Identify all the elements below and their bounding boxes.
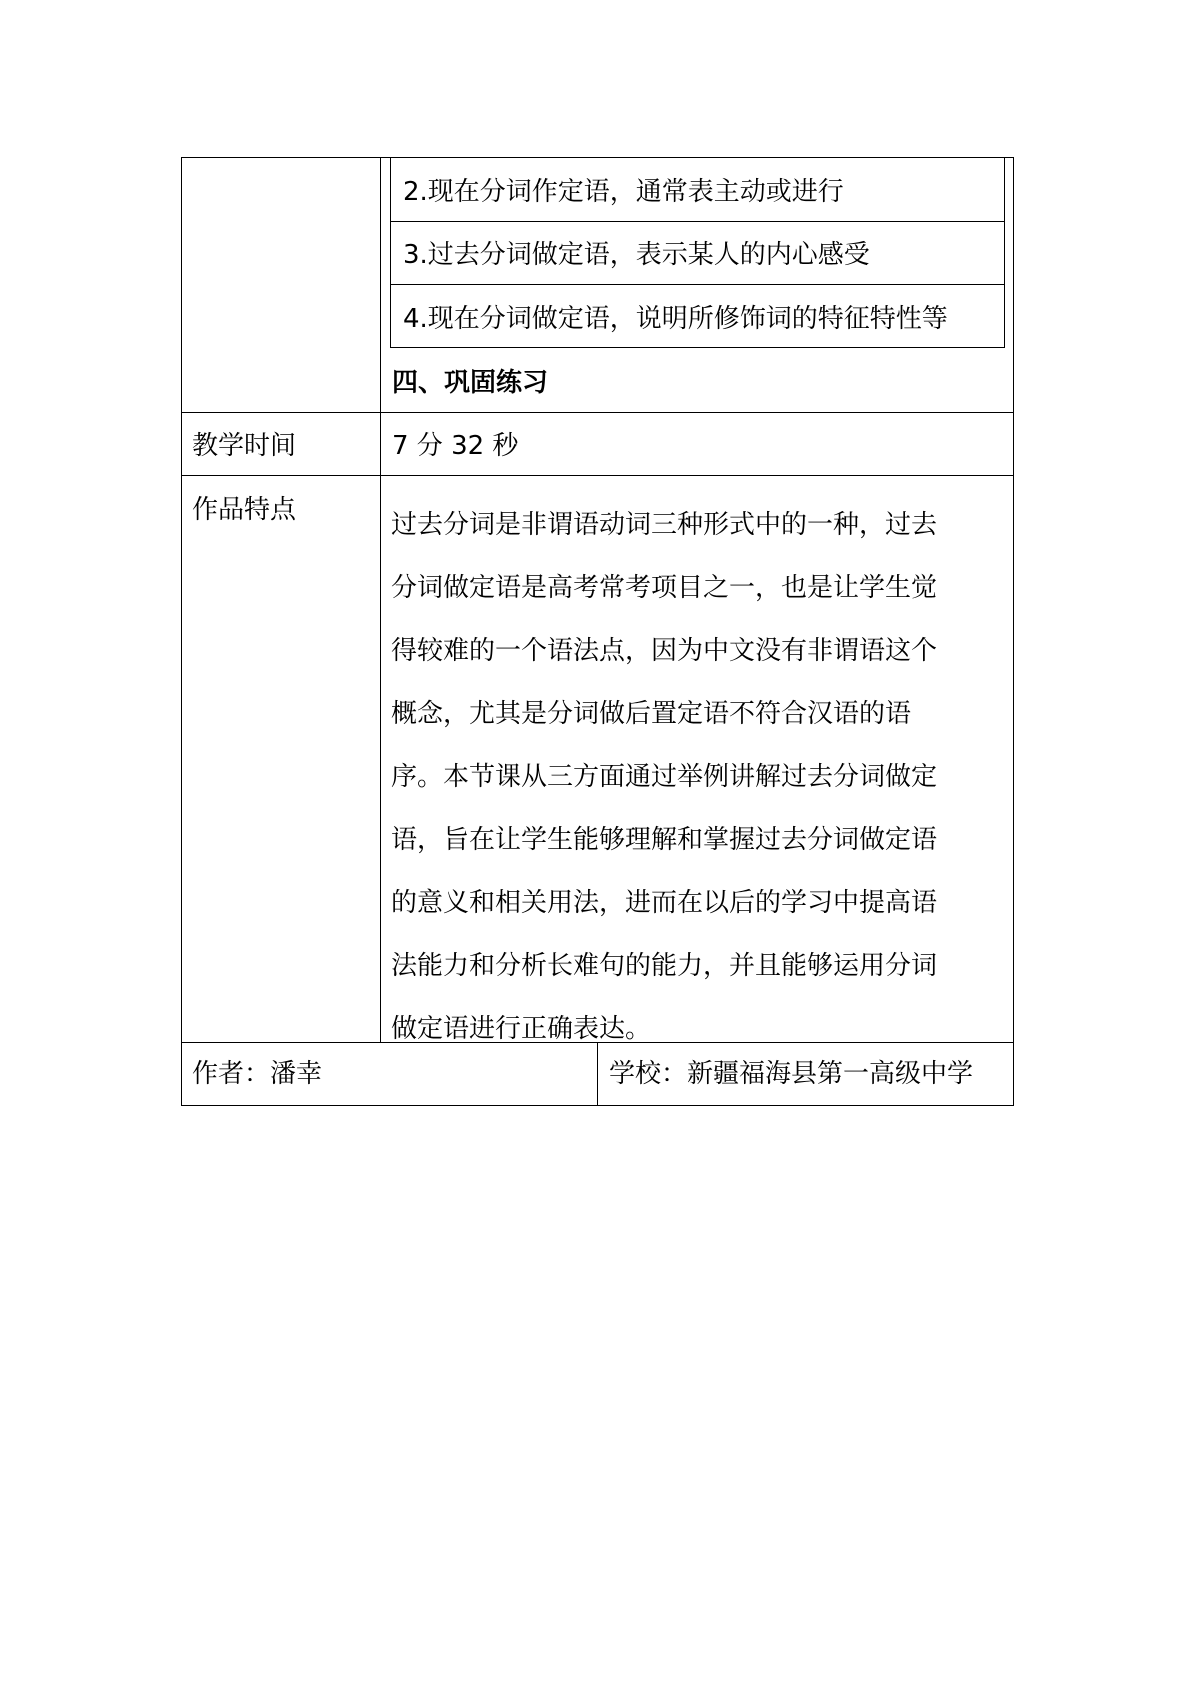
- features-line: 序。本节课从三方面通过举例讲解过去分词做定: [391, 762, 938, 792]
- nested-row-divider-1: [390, 221, 1005, 222]
- features-line: 分词做定语是高考常考项目之一，也是让学生觉: [391, 573, 938, 603]
- row-divider-2: [181, 475, 1014, 476]
- time-value: 7 分 32 秒: [392, 431, 519, 461]
- features-line: 做定语进行正确表达。: [391, 1014, 652, 1044]
- author-cell: 作者：潘幸: [192, 1059, 323, 1089]
- features-paragraph: [391, 494, 1001, 1061]
- time-label: 教学时间: [192, 431, 297, 461]
- nested-item-2: 3.过去分词做定语，表示某人的内心感受: [403, 240, 870, 270]
- nested-item-3: 4.现在分词做定语，说明所修饰词的特征特性等: [403, 304, 948, 334]
- features-line: 语，旨在让学生能够理解和掌握过去分词做定语: [391, 825, 938, 855]
- column-divider-left: [380, 157, 381, 1043]
- features-line: 的意义和相关用法，进而在以后的学习中提高语: [391, 888, 938, 918]
- features-label: 作品特点: [192, 495, 297, 525]
- features-line: 过去分词是非谓语动词三种形式中的一种，过去: [391, 510, 938, 540]
- section-heading: 四、巩固练习: [392, 368, 549, 398]
- nested-item-1: 2.现在分词作定语，通常表主动或进行: [403, 177, 844, 207]
- features-line: 法能力和分析长难句的能力，并且能够运用分词: [391, 951, 938, 981]
- school-cell: 学校：新疆福海县第一高级中学: [609, 1059, 974, 1089]
- nested-row-divider-2: [390, 284, 1005, 285]
- features-line: 概念，尤其是分词做后置定语不符合汉语的语: [391, 699, 912, 729]
- row-divider-1: [181, 412, 1014, 413]
- features-line: 得较难的一个语法点，因为中文没有非谓语这个: [391, 636, 938, 666]
